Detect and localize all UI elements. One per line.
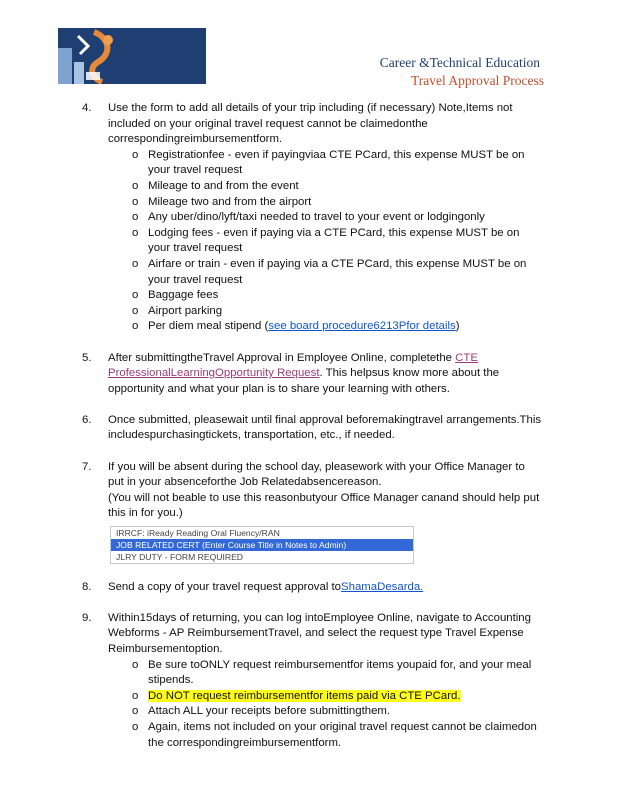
bullet-icon: o (132, 226, 139, 239)
bullet-icon: o (132, 705, 139, 718)
step-number: 7. (82, 460, 92, 473)
step-text: Send a copy of your travel request approval toShamaDesarda. (108, 580, 424, 593)
list-item: o Airport parking (132, 304, 542, 320)
bullet-icon: o (132, 658, 139, 671)
cte-request-link[interactable]: CTE ProfessionalLearningOpportunity Request (108, 351, 478, 380)
absence-reason-dropdown[interactable] (110, 526, 414, 564)
step-text: After submittingtheTravel Approval in Employee Online, completethe CTE ProfessionalLearningOpportunity Request. This helpsus know more about the opportunity and what your plan is to share your learning with others. (108, 351, 500, 395)
list-item: o Any uber/dino/lyft/taxi needed to travel to your event or lodgingonly (132, 210, 542, 226)
step-text: Once submitted, pleasewait until final approval beforemakingtravel arrangements.This includespurchasingtickets, transportation, etc., if needed. (108, 413, 542, 442)
list-item: o Attach ALL your receipts before submittingthem. (132, 704, 542, 720)
step-number: 8. (82, 580, 92, 593)
step-9 (82, 611, 542, 751)
list-item: o Again, items not included on your original travel request cannot be claimedon the correspondingreimbursementform. (132, 720, 537, 749)
document-body (82, 101, 542, 767)
step-number: 9. (82, 611, 92, 624)
step-4 (82, 101, 542, 335)
list-item: o Baggage fees (132, 288, 542, 304)
step-number: 4. (82, 102, 92, 114)
step-number: 6. (82, 413, 92, 426)
highlight: o Do NOT request reimbursementfor items paid via CTE PCard. (148, 690, 461, 702)
bullet-icon: o (132, 211, 139, 224)
step-text: Use the form to add all details of your trip including (if necessary) Note,Items not included on your original travel request cannot be claimedonthe correspondingreimbursementform. (108, 102, 513, 146)
step-text: Within15days of returning, you can log intoEmployee Online, navigate to Accounting Webforms - AP ReimbursementTravel, and select the request type Travel Expense Reimbursementoption. (108, 611, 531, 655)
header-subtitle: Travel Approval Process (411, 73, 544, 88)
bullet-icon: o (132, 689, 139, 702)
bullet-icon: o (132, 195, 139, 208)
list-item: o Airfare or train - even if paying via a CTE PCard, this expense MUST be on your travel request (132, 257, 527, 286)
cte-logo (58, 28, 206, 84)
step-number: 5. (82, 351, 92, 364)
step-6 (82, 413, 542, 444)
list-item: o Per diem meal stipend (see board procedure6213Pfor details) (132, 319, 542, 335)
bullet-list (108, 148, 542, 335)
bullet-icon: o (132, 179, 139, 192)
dropdown-option[interactable]: JLRY DUTY - FORM REQUIRED (116, 552, 244, 563)
contact-email-link[interactable]: ShamaDesarda. (341, 580, 424, 593)
bullet-icon: o (132, 257, 139, 270)
bullet-icon: o (132, 320, 139, 333)
list-item-highlighted (132, 689, 542, 705)
logo-graphic (58, 28, 206, 84)
dropdown-option-selected[interactable]: JOB RELATED CERT (Enter Course Title in Notes to Admin) (111, 539, 413, 551)
list-item: o Be sure toONLY request reimbursementfor items youpaid for, and your meal stipends. (132, 658, 532, 687)
step-5 (82, 351, 542, 398)
board-procedure-link[interactable]: see board procedure6213Pfor details (268, 320, 456, 333)
list-item: o Mileage two and from the airport (132, 195, 542, 211)
dropdown-option[interactable]: IRRCF: iReady Reading Oral Fluency/RAN (116, 528, 280, 539)
bullet-list (108, 658, 542, 752)
header-title: Career &Technical Education (379, 55, 540, 70)
list-item: o Mileage to and from the event (132, 179, 542, 195)
bullet-icon: o (132, 148, 139, 161)
bullet-icon: o (132, 720, 139, 733)
bullet-icon: o (132, 304, 139, 317)
list-item: o Registrationfee - even if payingviaa CTE PCard, this expense MUST be on your travel request (132, 148, 525, 177)
step-text: If you will be absent during the school day, pleasework with your Office Manager to put in your absenceforthe Job Relatedabsencereason. (108, 460, 525, 489)
step-8 (82, 580, 542, 596)
list-item: o Lodging fees - even if paying via a CTE PCard, this expense MUST be on your travel request (132, 226, 520, 255)
step-7 (82, 460, 542, 564)
step-note: (You will not beable to use this reasonbutyour Office Manager canand should help put this in for you.) (108, 491, 540, 520)
bullet-icon: o (132, 289, 139, 302)
